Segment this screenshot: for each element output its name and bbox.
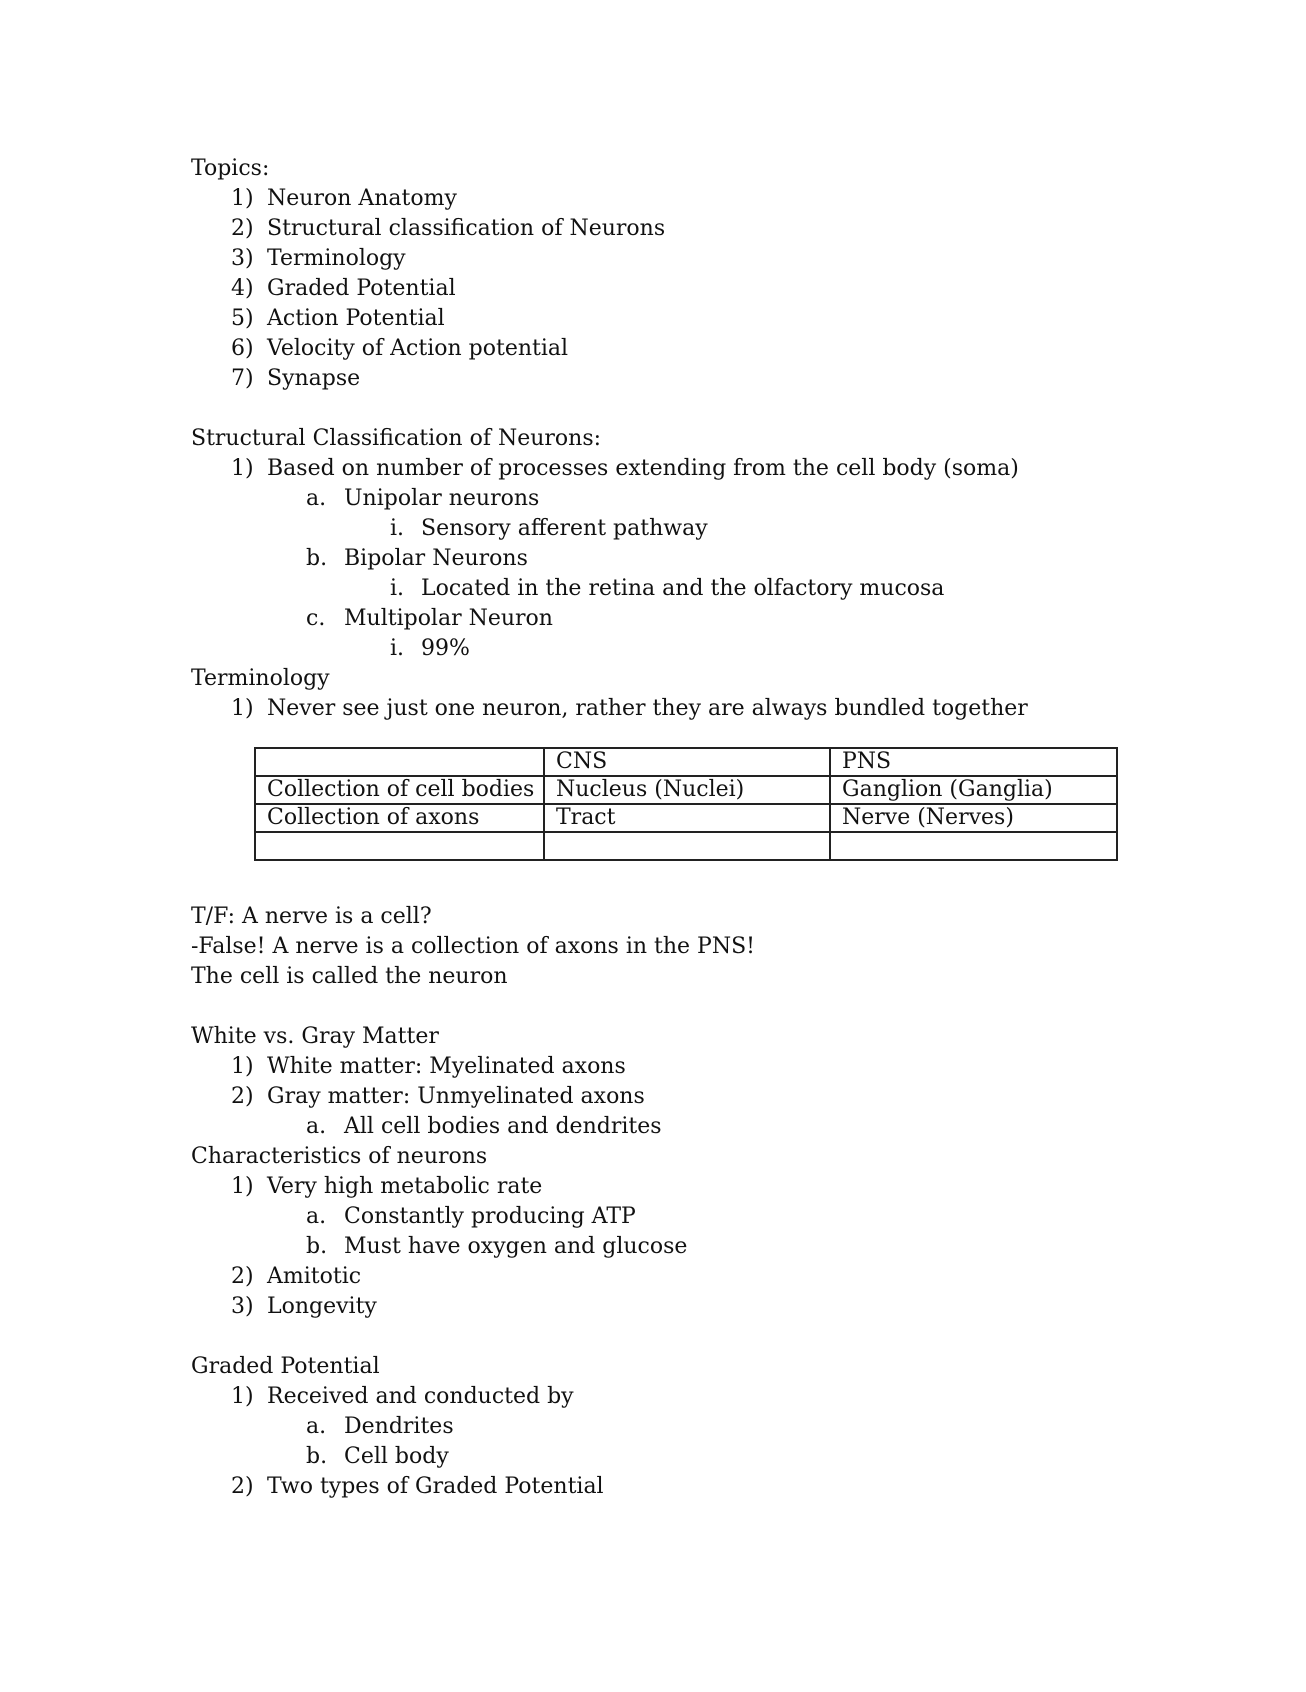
structural-item-1: Based on number of processes extending from the cell body (soma) — [267, 456, 1019, 481]
matter-item-1: White matter: Myelinated axons — [267, 1054, 626, 1079]
structural-b-letter: b. — [306, 546, 328, 571]
structural-c-letter: c. — [306, 606, 326, 631]
graded-heading: Graded Potential — [191, 1354, 380, 1379]
table-cell: Nucleus (Nuclei) — [544, 776, 830, 804]
matter-heading: White vs. Gray Matter — [191, 1024, 439, 1049]
structural-bipolar: Bipolar Neurons — [344, 546, 528, 571]
characteristics-item-3: Longevity — [267, 1294, 377, 1319]
graded-item-2-number: 2) — [231, 1474, 254, 1499]
characteristics-item-2-number: 2) — [231, 1264, 254, 1289]
characteristics-heading: Characteristics of neurons — [191, 1144, 488, 1169]
terminology-item-1: Never see just one neuron, rather they are always bundled together — [267, 696, 1028, 721]
matter-item-2: Gray matter: Unmyelinated axons — [267, 1084, 645, 1109]
structural-a-letter: a. — [306, 486, 327, 511]
topics-item-2-number: 2) — [231, 216, 254, 241]
table-row — [255, 776, 1117, 804]
table-cell: Nerve (Nerves) — [830, 804, 1117, 832]
structural-unipolar: Unipolar neurons — [344, 486, 540, 511]
topics-item-4-number: 4) — [231, 276, 254, 301]
characteristics-item-2: Amitotic — [267, 1264, 362, 1289]
table-cell — [544, 832, 830, 860]
table-cell: PNS — [830, 748, 1117, 776]
matter-item-1-number: 1) — [231, 1054, 254, 1079]
graded-item-1-a: Dendrites — [344, 1414, 454, 1439]
topics-item-3: Terminology — [267, 246, 406, 271]
graded-item-1-a-letter: a. — [306, 1414, 327, 1439]
topics-item-3-number: 3) — [231, 246, 254, 271]
matter-item-2-number: 2) — [231, 1084, 254, 1109]
topics-item-2: Structural classification of Neurons — [267, 216, 666, 241]
table-header-row — [255, 748, 1117, 776]
terminology-heading: Terminology — [191, 666, 330, 691]
topics-item-4: Graded Potential — [267, 276, 456, 301]
table-cell: Tract — [544, 804, 830, 832]
characteristics-item-1: Very high metabolic rate — [267, 1174, 543, 1199]
topics-item-1-number: 1) — [231, 186, 254, 211]
topics-heading: Topics: — [191, 156, 270, 181]
graded-item-1-number: 1) — [231, 1384, 254, 1409]
structural-unipolar-detail: Sensory afferent pathway — [421, 516, 708, 541]
characteristics-item-1-a: Constantly producing ATP — [344, 1204, 636, 1229]
topics-item-5: Action Potential — [267, 306, 445, 331]
structural-bipolar-detail: Located in the retina and the olfactory mucosa — [421, 576, 945, 601]
tf-question: T/F: A nerve is a cell? — [191, 904, 432, 929]
structural-a-i-numeral: i. — [390, 516, 405, 541]
structural-c-i-numeral: i. — [390, 636, 405, 661]
terminology-item-1-number: 1) — [231, 696, 254, 721]
graded-item-1-b-letter: b. — [306, 1444, 328, 1469]
structural-multipolar: Multipolar Neuron — [344, 606, 553, 631]
topics-item-1: Neuron Anatomy — [267, 186, 457, 211]
graded-item-1-b: Cell body — [344, 1444, 449, 1469]
matter-item-2-a: All cell bodies and dendrites — [344, 1114, 662, 1139]
characteristics-item-3-number: 3) — [231, 1294, 254, 1319]
table-cell — [830, 832, 1117, 860]
topics-item-6: Velocity of Action potential — [267, 336, 569, 361]
table-cell — [255, 748, 544, 776]
tf-note: The cell is called the neuron — [191, 964, 508, 989]
table-row — [255, 832, 1117, 860]
structural-heading: Structural Classification of Neurons: — [191, 426, 602, 451]
tf-answer: -False! A nerve is a collection of axons in the PNS! — [191, 934, 756, 959]
topics-item-5-number: 5) — [231, 306, 254, 331]
characteristics-item-1-a-letter: a. — [306, 1204, 327, 1229]
topics-item-6-number: 6) — [231, 336, 254, 361]
table-cell: Ganglion (Ganglia) — [830, 776, 1117, 804]
matter-item-2-a-letter: a. — [306, 1114, 327, 1139]
table-row — [255, 804, 1117, 832]
structural-item-1-number: 1) — [231, 456, 254, 481]
table-cell: Collection of axons — [255, 804, 544, 832]
topics-item-7: Synapse — [267, 366, 361, 391]
terminology-table — [254, 747, 1118, 861]
table-cell — [255, 832, 544, 860]
characteristics-item-1-number: 1) — [231, 1174, 254, 1199]
characteristics-item-1-b-letter: b. — [306, 1234, 328, 1259]
graded-item-2: Two types of Graded Potential — [267, 1474, 604, 1499]
table-cell: CNS — [544, 748, 830, 776]
characteristics-item-1-b: Must have oxygen and glucose — [344, 1234, 688, 1259]
structural-b-i-numeral: i. — [390, 576, 405, 601]
topics-item-7-number: 7) — [231, 366, 254, 391]
structural-multipolar-detail: 99% — [421, 636, 470, 661]
table-cell: Collection of cell bodies — [255, 776, 544, 804]
graded-item-1: Received and conducted by — [267, 1384, 574, 1409]
